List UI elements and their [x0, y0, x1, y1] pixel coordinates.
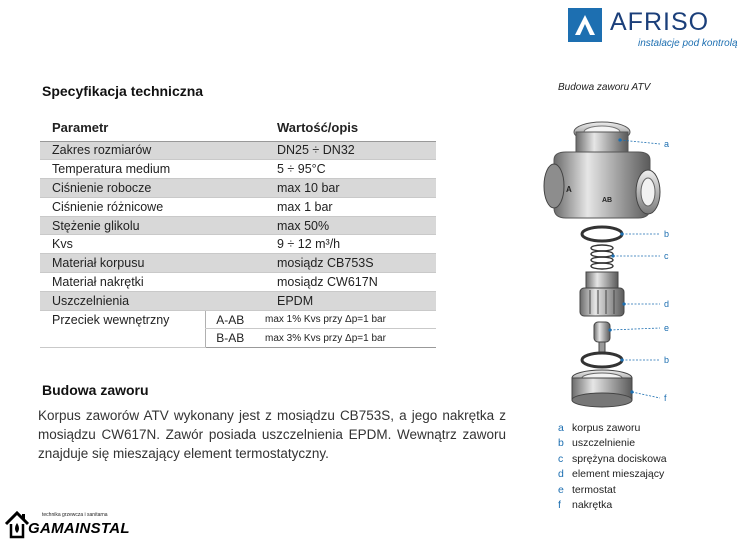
diagram-legend: [558, 420, 667, 513]
afriso-tagline: instalacje pod kontrolą: [638, 38, 738, 49]
col-header-param: Parametr: [40, 115, 255, 141]
gamainstal-logo: [2, 508, 132, 544]
legend-letter: c: [558, 452, 564, 465]
table-row: [40, 141, 436, 160]
table-row: [40, 254, 436, 273]
valve-exploded-diagram: [520, 100, 690, 415]
gamainstal-tagline: technika grzewcza i sanitarna: [42, 512, 108, 518]
table-row: [40, 273, 436, 292]
legend-desc: uszczelnienie: [572, 437, 636, 450]
table-row: [40, 216, 436, 235]
param-cell: Temperatura medium: [40, 160, 255, 179]
legend-letter: a: [558, 421, 564, 434]
legend-desc: sprężyna dociskowa: [572, 452, 667, 465]
house-icon: [4, 510, 30, 540]
param-cell: Materiał korpusu: [40, 254, 255, 273]
legend-desc: termostat: [572, 483, 616, 496]
table-row: [40, 235, 436, 254]
value-cell: mosiądz CB753S: [255, 254, 436, 273]
value-cell: max 1 bar: [255, 197, 436, 216]
diagram-title: Budowa zaworu ATV: [558, 82, 651, 93]
value-cell: 9 ÷ 12 m³/h: [255, 235, 436, 254]
param-cell: Stężenie glikolu: [40, 216, 255, 235]
sub-cell-b-ab: B-AB: [205, 329, 255, 348]
legend-letter: b: [558, 437, 564, 450]
table-row-leak: [40, 310, 436, 329]
callout-b-top: b: [664, 229, 670, 239]
table-header-row: [40, 115, 436, 141]
legend-letter: f: [558, 499, 561, 512]
value-cell: max 1% Kvs przy Δp=1 bar: [255, 310, 436, 329]
build-description: Korpus zaworów ATV wykonany jest z mosiądzu CB753S, a jego nakrętka z mosiądzu CW617N. Zawór posiada uszczelnienia EPDM. Wewnątrz zaworu znajduje się mieszający element termostatyczny.: [38, 408, 506, 461]
callout-b-bottom: b: [664, 355, 670, 365]
spec-title: Specyfikacja techniczna: [42, 83, 204, 99]
legend-item: [558, 451, 667, 467]
col-header-value: Wartość/opis: [255, 115, 436, 141]
param-cell: Ciśnienie robocze: [40, 179, 255, 198]
legend-letter: e: [558, 483, 564, 496]
value-cell: mosiądz CW617N: [255, 273, 436, 292]
legend-item: [558, 420, 667, 436]
mixing-element-part: [580, 272, 624, 316]
thermostat-part: [594, 322, 610, 352]
callout-e: e: [664, 323, 670, 333]
table-row: [40, 291, 436, 310]
table-row: [40, 179, 436, 198]
param-cell: Kvs: [40, 235, 255, 254]
param-cell: Materiał nakrętki: [40, 273, 255, 292]
nut-part: [572, 370, 632, 407]
build-title: Budowa zaworu: [42, 382, 149, 398]
value-cell: max 10 bar: [255, 179, 436, 198]
spec-table: [40, 115, 436, 348]
spring-part: [591, 245, 613, 269]
param-cell: Uszczelnienia: [40, 291, 255, 310]
table-row: [40, 197, 436, 216]
legend-desc: korpus zaworu: [572, 421, 641, 434]
afriso-logo-mark: [568, 8, 602, 42]
value-cell: DN25 ÷ DN32: [255, 141, 436, 160]
legend-item: [558, 498, 667, 514]
seal-ring-bottom-part: [582, 353, 622, 367]
port-ab-label: AB: [602, 197, 613, 204]
legend-item: [558, 436, 667, 452]
valve-body-part: [544, 122, 660, 218]
callout-d: d: [664, 299, 670, 309]
afriso-brand: AFRISO: [610, 8, 710, 36]
value-cell: EPDM: [255, 291, 436, 310]
seal-ring-top-part: [582, 227, 622, 241]
param-cell: Przeciek wewnętrzny: [40, 310, 205, 348]
callout-c: c: [664, 251, 669, 261]
legend-item: [558, 467, 667, 483]
param-cell: Ciśnienie różnicowe: [40, 197, 255, 216]
value-cell: max 3% Kvs przy Δp=1 bar: [255, 329, 436, 348]
value-cell: 5 ÷ 95°C: [255, 160, 436, 179]
value-cell: max 50%: [255, 216, 436, 235]
afriso-logo: [568, 8, 746, 52]
port-a-label: A: [566, 185, 572, 194]
callout-f: f: [664, 393, 667, 403]
legend-desc: nakrętka: [572, 499, 613, 512]
param-cell: Zakres rozmiarów: [40, 141, 255, 160]
sub-cell-a-ab: A-AB: [205, 310, 255, 329]
legend-desc: element mieszający: [572, 468, 665, 481]
table-row: [40, 160, 436, 179]
legend-letter: d: [558, 468, 564, 481]
gamainstal-brand: GAMAINSTAL: [28, 520, 130, 537]
legend-item: [558, 482, 667, 498]
callout-a: a: [664, 139, 670, 149]
